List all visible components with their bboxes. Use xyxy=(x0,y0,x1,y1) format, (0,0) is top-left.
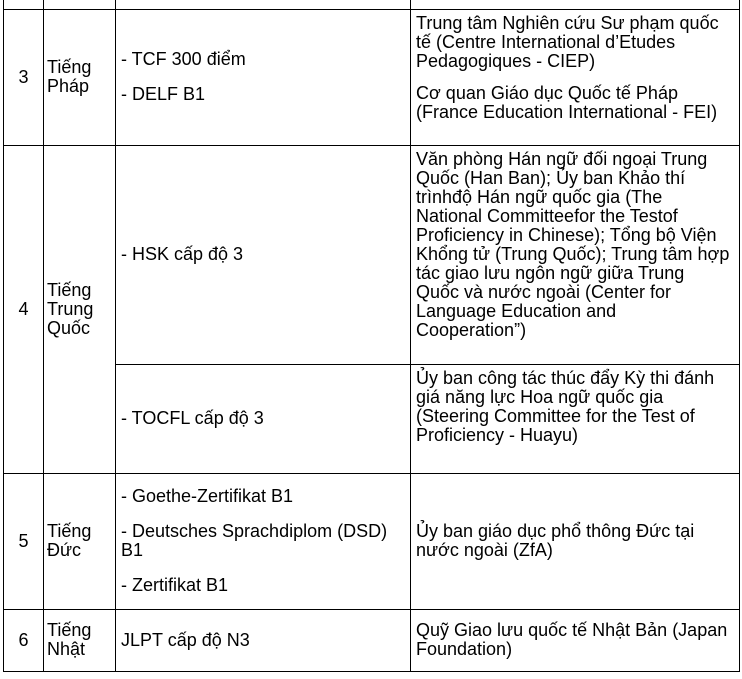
org-item: Cơ quan Giáo dục Quốc tế Pháp (France Education International - FEI) xyxy=(416,82,718,122)
cert-item: JLPT cấp độ N3 xyxy=(121,629,250,650)
cell-number-partial xyxy=(4,0,44,9)
cell-number: 5 xyxy=(4,473,44,609)
cell-organization xyxy=(411,145,740,364)
org-item: Văn phòng Hán ngữ đối ngoại Trung Quốc (Han Ban); Ủy ban Khảo thí trìnhđộ Hán ngữ quốc gia (The National Committeefor the Testof Proficiency in Chinese); Tổng bộ Viện Khổng tử (Trung Quốc); Trung tâm hợp tác giao lưu ngôn ngữ giữa Trung Quốc và nước ngoài (Center for Language Education and Cooperation”) xyxy=(416,148,730,340)
cell-number: 3 xyxy=(4,9,44,145)
table-row-3 xyxy=(4,9,740,145)
cert-item: - HSK cấp độ 3 xyxy=(121,244,244,264)
cell-language: Tiếng Trung Quốc xyxy=(44,145,116,473)
cell-certificates xyxy=(116,473,411,609)
cell-certificates xyxy=(116,364,411,473)
cell-organization-partial xyxy=(411,0,740,9)
org-item: Quỹ Giao lưu quốc tế Nhật Bản (Japan Foundation) xyxy=(416,620,728,659)
cert-item: - TCF 300 điểm xyxy=(121,49,246,69)
cert-item: - DELF B1 xyxy=(121,84,206,104)
cell-organization xyxy=(411,609,740,671)
cert-item: - Goethe-Zertifikat B1 xyxy=(121,486,294,506)
cell-number: 6 xyxy=(4,609,44,671)
cert-item: - TOCFL cấp độ 3 xyxy=(121,408,264,428)
table-row-4a xyxy=(4,145,740,364)
cell-organization xyxy=(411,473,740,609)
cert-item: - Zertifikat B1 xyxy=(121,575,229,595)
cert-item: - Deutsches Sprachdiplom (DSD) B1 xyxy=(121,521,388,560)
cell-number: 4 xyxy=(4,145,44,473)
cell-organization xyxy=(411,364,740,473)
org-item: Ủy ban công tác thúc đẩy Kỳ thi đánh giá năng lực Hoa ngữ quốc gia (Steering Committee for the Test of Proficiency - Huayu) xyxy=(416,367,715,445)
table-row-6 xyxy=(4,609,740,671)
org-item: Trung tâm Nghiên cứu Sư phạm quốc tế (Centre International d’Etudes Pedagogiques - CIEP) xyxy=(416,12,719,71)
cell-certificates-partial xyxy=(116,0,411,9)
cell-certificates xyxy=(116,609,411,671)
cell-language: Tiếng Pháp xyxy=(44,9,116,145)
cell-organization xyxy=(411,9,740,145)
cell-certificates xyxy=(116,145,411,364)
language-certificates-table xyxy=(3,0,740,672)
table-row-partial xyxy=(4,0,740,9)
cell-certificates xyxy=(116,9,411,145)
table-row-5 xyxy=(4,473,740,609)
cell-language-partial xyxy=(44,0,116,9)
org-item: Ủy ban giáo dục phổ thông Đức tại nước ngoài (ZfA) xyxy=(416,521,695,560)
cell-language: Tiếng Nhật xyxy=(44,609,116,671)
cell-language: Tiếng Đức xyxy=(44,473,116,609)
